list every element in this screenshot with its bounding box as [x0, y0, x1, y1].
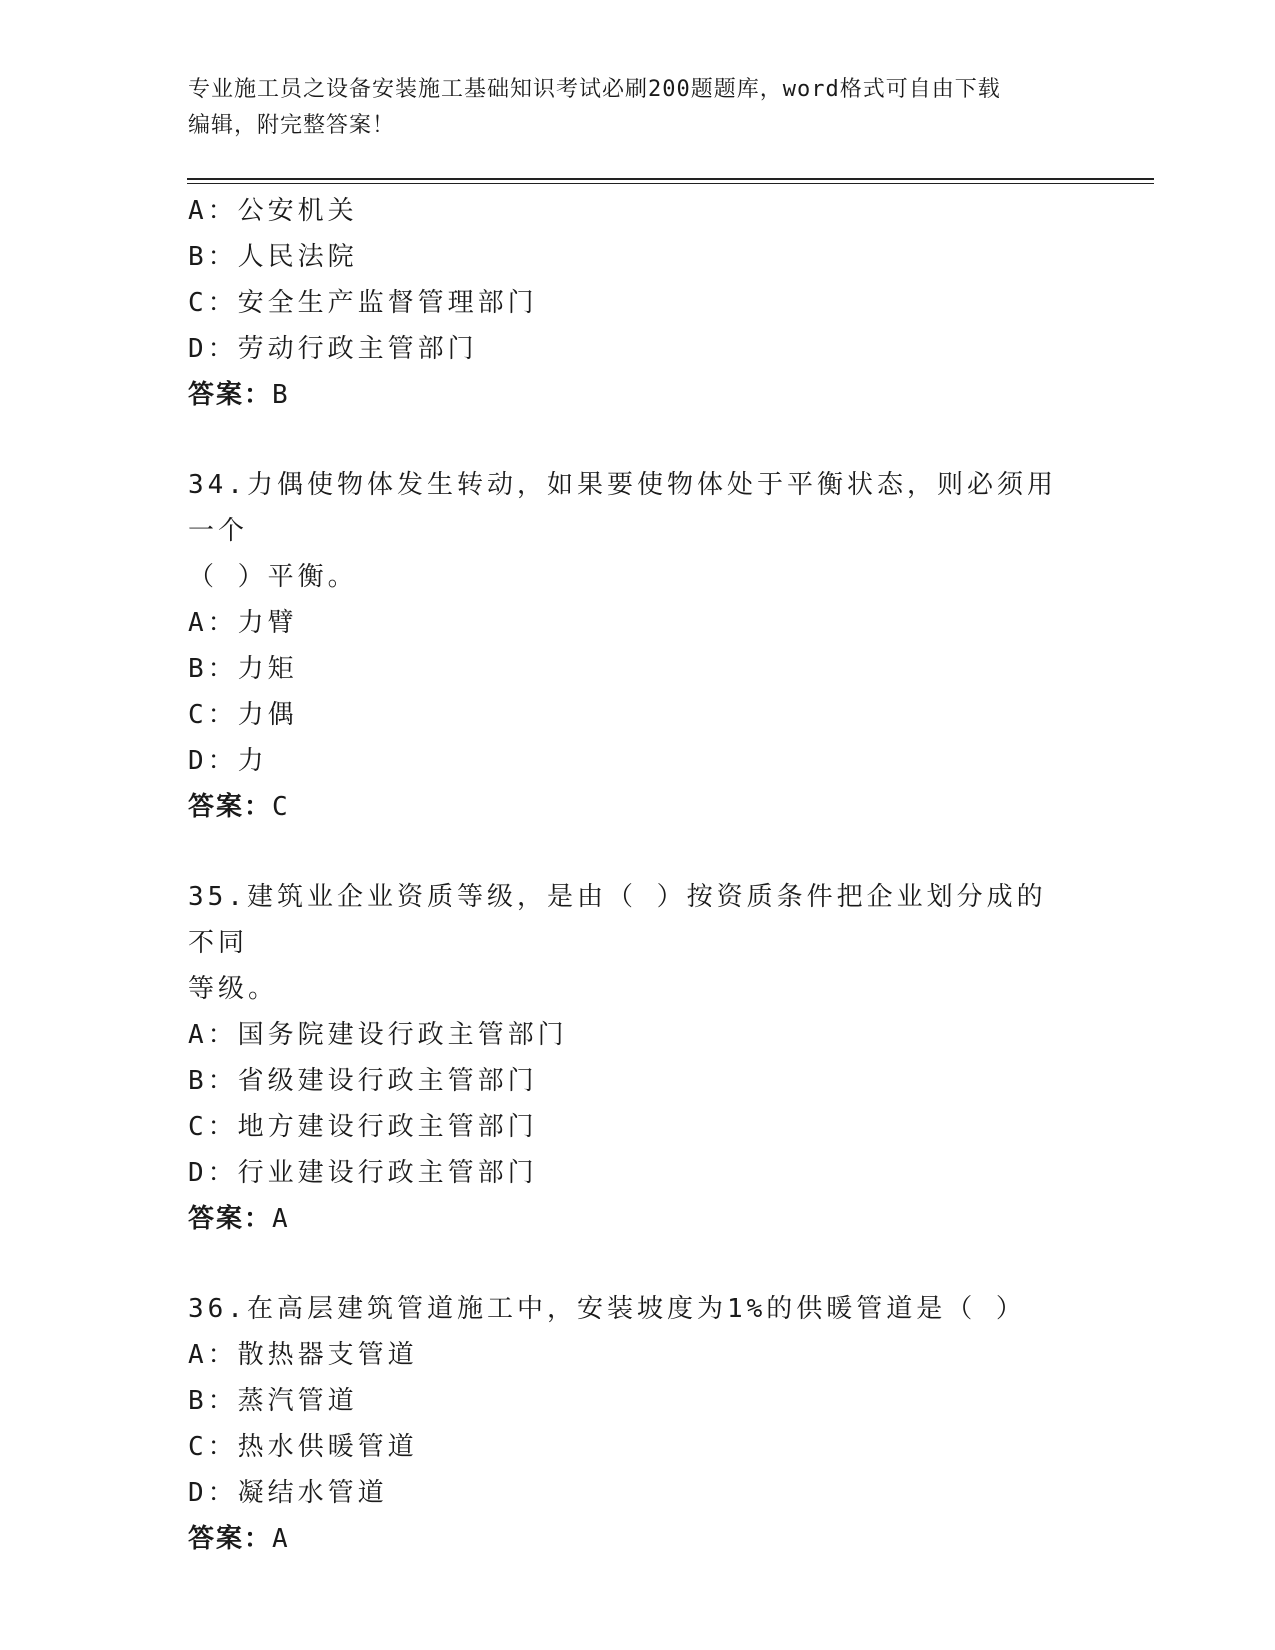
option-b: B：人民法院 — [188, 242, 358, 272]
answer-value: B — [272, 380, 290, 410]
header-divider — [187, 178, 1154, 184]
option-a: A：国务院建设行政主管部门 — [188, 1020, 568, 1050]
question-text — [188, 462, 1068, 600]
option-b: B：力矩 — [188, 654, 298, 684]
question-line-2: 等级。 — [188, 974, 279, 1004]
document-header — [188, 72, 1068, 144]
spacer — [188, 830, 1088, 874]
option-c: C：地方建设行政主管部门 — [188, 1112, 538, 1142]
option-b: B：蒸汽管道 — [188, 1386, 358, 1416]
option-d: D：凝结水管道 — [188, 1478, 388, 1508]
spacer — [188, 418, 1088, 462]
option-c: C：热水供暖管道 — [188, 1432, 418, 1462]
question-block-35 — [188, 874, 1088, 1242]
header-line-1: 专业施工员之设备安装施工基础知识考试必刷200题题库，word格式可自由下载 — [188, 77, 1001, 102]
option-b: B：省级建设行政主管部门 — [188, 1066, 538, 1096]
answer-value: A — [272, 1524, 290, 1554]
answer-label: 答案： — [188, 792, 273, 822]
question-line-2: （ ）平衡。 — [188, 562, 358, 592]
spacer — [188, 1242, 1088, 1286]
question-line-1: 35.建筑业企业资质等级，是由（ ）按资质条件把企业划分成的不同 — [188, 882, 1047, 958]
answer-label: 答案： — [188, 1524, 273, 1554]
option-d: D：力 — [188, 746, 268, 776]
answer-line — [188, 1196, 1088, 1242]
answer-line — [188, 372, 1088, 418]
answer-line — [188, 784, 1088, 830]
option-c: C：安全生产监督管理部门 — [188, 288, 538, 318]
option-a: A：公安机关 — [188, 196, 358, 226]
question-line-1: 34.力偶使物体发生转动，如果要使物体处于平衡状态，则必须用一个 — [188, 470, 1057, 546]
answer-label: 答案： — [188, 380, 273, 410]
option-d: D：劳动行政主管部门 — [188, 334, 478, 364]
option-d: D：行业建设行政主管部门 — [188, 1158, 538, 1188]
question-block-34 — [188, 462, 1088, 830]
answer-value: C — [272, 792, 290, 822]
question-list — [188, 188, 1088, 1562]
option-a: A：散热器支管道 — [188, 1340, 418, 1370]
option-c: C：力偶 — [188, 700, 298, 730]
answer-line — [188, 1516, 1088, 1562]
question-text — [188, 1286, 1068, 1332]
question-line-1: 36.在高层建筑管道施工中，安装坡度为1%的供暖管道是（ ） — [188, 1294, 1026, 1324]
answer-label: 答案： — [188, 1204, 273, 1234]
question-block-33 — [188, 188, 1088, 418]
header-line-2: 编辑，附完整答案！ — [188, 113, 396, 138]
answer-value: A — [272, 1204, 290, 1234]
question-text — [188, 874, 1068, 1012]
question-block-36 — [188, 1286, 1088, 1562]
option-a: A：力臂 — [188, 608, 298, 638]
